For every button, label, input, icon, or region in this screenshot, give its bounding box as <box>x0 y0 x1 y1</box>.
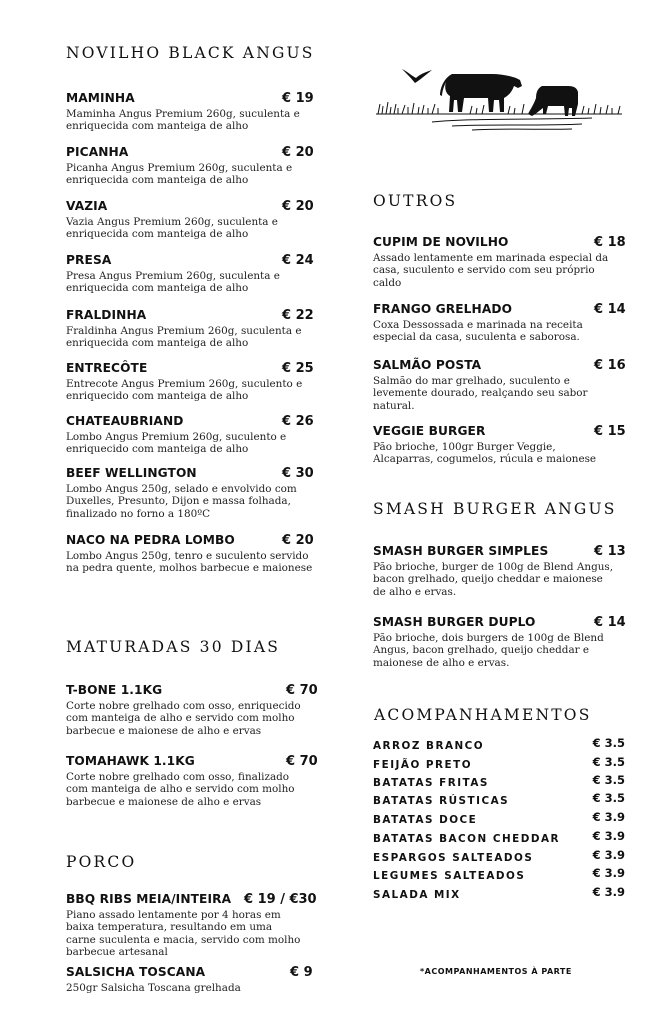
description-line: caldo <box>373 276 402 289</box>
menu-item-name: BEEF WELLINGTON <box>66 466 197 480</box>
description-line: enriquecido com manteiga de alho <box>66 443 249 456</box>
side-dish-price: € 3.9 <box>592 829 625 843</box>
description-line: Lombo Angus Premium 260g, suculento e <box>66 431 287 443</box>
menu-item-description <box>373 441 596 466</box>
side-dish-name: BATATAS FRITAS <box>373 777 489 789</box>
menu-item-name: MAMINHA <box>66 91 135 105</box>
description-line: Angus, bacon grelhado, queijo cheddar e <box>373 644 590 657</box>
menu-item-name: CHATEAUBRIAND <box>66 414 184 428</box>
menu-item-price: € 20 <box>282 145 314 160</box>
side-dish-row <box>373 848 625 870</box>
menu-item-description <box>66 700 301 737</box>
menu-item-description <box>66 550 312 575</box>
menu-item-description <box>373 561 613 598</box>
menu-item-price: € 70 <box>286 754 318 769</box>
menu-item-name: VEGGIE BURGER <box>373 424 486 438</box>
description-line: barbecue e maionese de alho e ervas <box>66 724 262 737</box>
description-line: Duxelles, Presunto, Dijon e massa folhada, <box>66 495 291 508</box>
description-line: enriquecida com manteiga de alho <box>66 337 249 350</box>
description-line: finalizado no forno a 180ºC <box>66 507 211 520</box>
menu-item-name: SALSICHA TOSCANA <box>66 965 206 979</box>
description-line: Picanha Angus Premium 260g, suculenta e <box>66 162 293 174</box>
menu-item-name: T-BONE 1.1KG <box>66 683 163 697</box>
description-line: casa, suculento e servido com seu próprio <box>373 264 595 277</box>
side-dish-name: SALADA MIX <box>373 889 461 901</box>
side-dish-price: € 3.9 <box>592 885 625 899</box>
menu-item-price: € 20 <box>282 199 314 214</box>
description-line: natural. <box>373 399 415 412</box>
menu-item-name: ENTRECÔTE <box>66 361 148 375</box>
menu-item-description <box>66 378 302 403</box>
side-dish-name: BATATAS RÚSTICAS <box>373 795 510 807</box>
menu-item-price: € 25 <box>282 361 314 376</box>
menu-item-price: € 19 <box>282 91 314 106</box>
description-line: maionese de alho e ervas. <box>373 656 510 669</box>
side-dish-row <box>373 866 625 888</box>
side-dish-name: BATATAS DOCE <box>373 814 478 826</box>
side-dish-row <box>373 773 625 795</box>
description-line: barbecue e maionese de alho e ervas <box>66 795 262 808</box>
menu-item-name: NACO NA PEDRA LOMBO <box>66 533 235 547</box>
side-dish-row <box>373 810 625 832</box>
menu-item-name: SMASH BURGER SIMPLES <box>373 544 549 558</box>
description-line: 250gr Salsicha Toscana grelhada <box>66 982 241 994</box>
side-dish-name: BATATAS BACON CHEDDAR <box>373 833 561 845</box>
description-line: Fraldinha Angus Premium 260g, suculenta e <box>66 325 302 337</box>
side-dish-row <box>373 736 625 758</box>
menu-item-price: € 16 <box>594 358 626 373</box>
menu-item-description <box>373 632 604 669</box>
menu-item-price: € 13 <box>594 544 626 559</box>
menu-item-name: CUPIM DE NOVILHO <box>373 235 509 249</box>
side-dishes-note: *ACOMPANHAMENTOS À PARTE <box>420 967 572 976</box>
description-line: bacon grelhado, queijo cheddar e maionese <box>373 573 603 586</box>
menu-item-name: BBQ RIBS MEIA/INTEIRA <box>66 892 232 906</box>
description-line: enriquecida com manteiga de alho <box>66 282 249 295</box>
description-line: Maminha Angus Premium 260g, suculenta e <box>66 108 300 120</box>
description-line: Lombo Angus 250g, selado e envolvido com <box>66 483 297 495</box>
menu-item-description <box>66 162 292 187</box>
menu-item-description <box>373 319 583 344</box>
side-dish-row <box>373 791 625 813</box>
menu-item-price: € 15 <box>594 424 626 439</box>
menu-item-price: € 9 <box>290 965 313 980</box>
description-line: baixa temperatura, resultando em uma <box>66 921 273 934</box>
section-title-angus: NOVILHO BLACK ANGUS <box>66 44 315 62</box>
menu-item-description <box>66 216 278 241</box>
menu-item-name: SMASH BURGER DUPLO <box>373 615 536 629</box>
side-dish-name: LEGUMES SALTEADOS <box>373 870 526 882</box>
side-dish-price: € 3.5 <box>592 755 625 769</box>
side-dish-price: € 3.5 <box>592 736 625 750</box>
description-line: Piano assado lentamente por 4 horas em <box>66 909 281 921</box>
menu-item-name: PICANHA <box>66 145 129 159</box>
menu-item-name: SALMÃO POSTA <box>373 358 482 372</box>
menu-item-price: € 24 <box>282 253 314 268</box>
description-line: Pão brioche, dois burgers de 100g de Blend <box>373 632 604 644</box>
menu-item-description <box>66 108 300 133</box>
description-line: Alcaparras, cogumelos, rúcula e maionese <box>373 453 597 466</box>
description-line: Pão brioche, burger de 100g de Blend Angus, <box>373 561 614 573</box>
menu-item-price: € 20 <box>282 533 314 548</box>
menu-item-price: € 70 <box>286 683 318 698</box>
description-line: Pão brioche, 100gr Burger Veggie, <box>373 441 556 453</box>
menu-item-description <box>66 431 286 456</box>
side-dish-row <box>373 829 625 851</box>
description-line: carne suculenta e macia, servido com molho <box>66 933 301 946</box>
menu-item-description <box>66 982 241 994</box>
menu-item-name: PRESA <box>66 253 112 267</box>
section-title-outros: OUTROS <box>373 192 458 210</box>
menu-item-price: € 22 <box>282 308 314 323</box>
description-line: Corte nobre grelhado com osso, finalizado <box>66 771 290 783</box>
side-dish-name: ARROZ BRANCO <box>373 740 485 752</box>
menu-item-name: VAZIA <box>66 199 108 213</box>
description-line: barbecue artesanal <box>66 945 168 958</box>
side-dish-price: € 3.5 <box>592 791 625 805</box>
section-title-smash: SMASH BURGER ANGUS <box>373 500 617 518</box>
description-line: enriquecida com manteiga de alho <box>66 228 249 241</box>
description-line: de alho e ervas. <box>373 585 457 598</box>
side-dish-name: ESPARGOS SALTEADOS <box>373 852 534 864</box>
menu-item-description <box>66 483 297 520</box>
menu-item-price: € 19 / €30 <box>244 892 317 907</box>
menu-item-description <box>66 325 301 350</box>
section-title-acompanhamentos: ACOMPANHAMENTOS <box>374 706 592 724</box>
description-line: especial da casa, suculenta e saborosa. <box>373 331 580 344</box>
description-line: na pedra quente, molhos barbecue e maionese <box>66 562 313 575</box>
description-line: enriquecido com manteiga de alho <box>66 390 249 403</box>
description-line: Coxa Dessossada e marinada na receita <box>373 319 583 331</box>
description-line: Salmão do mar grelhado, suculento e <box>373 375 570 387</box>
menu-item-name: FRANGO GRELHADO <box>373 302 513 316</box>
menu-item-name: FRALDINHA <box>66 308 147 322</box>
menu-item-name: TOMAHAWK 1.1KG <box>66 754 195 768</box>
section-title-porco: PORCO <box>66 853 137 871</box>
menu-item-description <box>66 270 280 295</box>
description-line: Presa Angus Premium 260g, suculenta e <box>66 270 280 282</box>
side-dish-price: € 3.9 <box>592 848 625 862</box>
menu-item-price: € 26 <box>282 414 314 429</box>
menu-item-description <box>373 252 608 289</box>
menu-item-price: € 14 <box>594 302 626 317</box>
description-line: Vazia Angus Premium 260g, suculenta e <box>66 216 278 228</box>
side-dish-price: € 3.9 <box>592 810 625 824</box>
section-title-maturadas: MATURADAS 30 DIAS <box>66 638 281 656</box>
menu-item-price: € 14 <box>594 615 626 630</box>
description-line: com manteiga de alho e servido com molho <box>66 712 295 725</box>
cattle-field-icon <box>372 64 626 134</box>
description-line: levemente dourado, realçando seu sabor <box>373 387 588 400</box>
menu-item-price: € 18 <box>594 235 626 250</box>
side-dish-price: € 3.5 <box>592 773 625 787</box>
menu-item-description <box>373 375 588 412</box>
description-line: Corte nobre grelhado com osso, enriquecido <box>66 700 301 712</box>
description-line: enriquecida com manteiga de alho <box>66 174 249 187</box>
description-line: Assado lentamente em marinada especial da <box>373 252 609 264</box>
side-dish-price: € 3.9 <box>592 866 625 880</box>
description-line: enriquecida com manteiga de alho <box>66 120 249 133</box>
side-dish-row <box>373 885 625 907</box>
description-line: com manteiga de alho e servido com molho <box>66 783 295 796</box>
side-dish-row <box>373 755 625 777</box>
menu-item-price: € 30 <box>282 466 314 481</box>
description-line: Entrecote Angus Premium 260g, suculento e <box>66 378 303 390</box>
description-line: Lombo Angus 250g, tenro e suculento servido <box>66 550 309 562</box>
menu-item-description <box>66 909 300 958</box>
menu-item-description <box>66 771 295 808</box>
side-dish-name: FEIJÃO PRETO <box>373 759 473 771</box>
